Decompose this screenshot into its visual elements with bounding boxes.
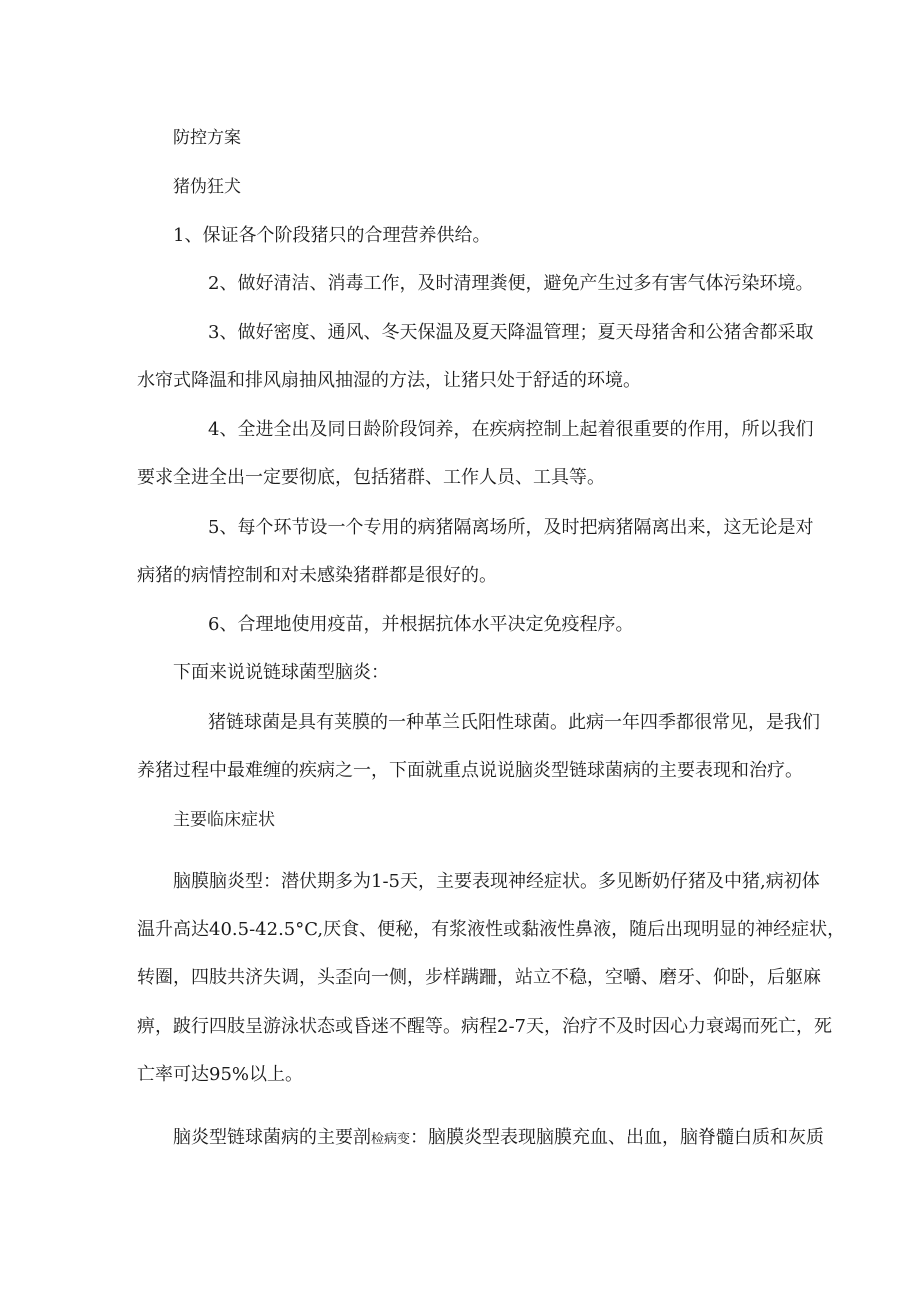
symptom-line1: 脑膜脑炎型：潜伏期多为1-5天，主要表现神经症状。多见断奶仔猪及中猪,病初体 [173,871,820,892]
lesion-prefix: 脑炎型链球菌病的主要剖 [173,1127,371,1148]
lesion-small-text: 检病变 [371,1132,411,1147]
symptom-line3: 转圈，四肢共济失调，头歪向一侧，步样蹒跚，站立不稳，空嚼、磨牙、仰卧，后躯麻 [137,967,821,988]
section-strep: 下面来说说链球菌型脑炎： [173,662,389,683]
section-pseudorabies: 猪伪狂犬 [173,177,241,197]
item-1: 1、保证各个阶段猪只的合理营养供给。 [173,225,491,246]
intro-line1: 猪链球菌是具有荚膜的一种革兰氏阳性球菌。此病一年四季都很常见，是我们 [208,712,820,733]
item-4-line1: 4、全进全出及同日龄阶段饲养，在疾病控制上起着很重要的作用，所以我们 [208,419,814,440]
symptom-line5: 亡率可达95%以上。 [137,1064,304,1085]
item-6: 6、合理地使用疫苗，并根据抗体水平决定免疫程序。 [208,614,634,635]
item-5-line1: 5、每个环节设一个专用的病猪隔离场所，及时把病猪隔离出来，这无论是对 [208,517,814,538]
symptom-line4: 痹，跛行四肢呈游泳状态或昏迷不醒等。病程2-7天，治疗不及时因心力衰竭而死亡，死 [137,1016,832,1037]
section-symptoms: 主要临床症状 [173,810,275,830]
lesion-line [173,1127,824,1151]
item-2: 2、做好清洁、消毒工作，及时清理粪便，避免产生过多有害气体污染环境。 [208,273,814,294]
item-4-line2: 要求全进全出一定要彻底，包括猪群、工作人员、工具等。 [137,467,605,488]
item-3-line1: 3、做好密度、通风、冬天保温及夏天降温管理；夏天母猪舍和公猪舍都采取 [208,322,814,343]
intro-line2: 养猪过程中最难缠的疾病之一，下面就重点说说脑炎型链球菌病的主要表现和治疗。 [137,760,803,781]
doc-title: 防控方案 [173,128,241,148]
symptom-line2: 温升高达40.5-42.5°C,厌食、便秘，有浆液性或黏液性鼻液，随后出现明显的神经症状， [137,919,846,940]
lesion-suffix: ：脑膜炎型表现脑膜充血、出血，脑脊髓白质和灰质 [410,1127,825,1148]
item-3-line2: 水帘式降温和排风扇抽风抽湿的方法，让猪只处于舒适的环境。 [137,370,641,391]
item-5-line2: 病猪的病情控制和对未感染猪群都是很好的。 [137,565,497,586]
